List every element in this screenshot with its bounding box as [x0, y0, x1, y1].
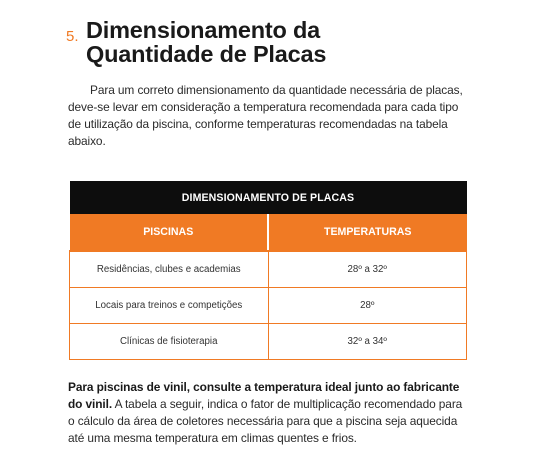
section-number: 5.: [66, 28, 79, 45]
table-row: [70, 288, 467, 324]
outro-text: A tabela a seguir, indica o fator de multiplicação recomendado para o cálculo da área de coletores necessária para que a piscina seja aquecida até uma mesma temperatura em climas quentes e frios.: [68, 397, 463, 445]
table-cell-temperature: 28º: [268, 288, 467, 324]
outro-paragraph: [68, 379, 470, 447]
table-row: [70, 324, 467, 360]
intro-paragraph: Para um correto dimensionamento da quantidade necessária de placas, deve-se levar em consideração a temperatura recomendada para cada tipo de utilização da piscina, conforme temperaturas recomendadas na tabela abaixo.: [68, 83, 463, 148]
vinyl-pool-note: Para piscinas de vinil, consulte a temperatura ideal junto ao fabricante do vinil.: [68, 380, 460, 411]
table-cell-temperature: 32º a 34º: [268, 324, 467, 360]
section-title-line-2: Quantidade de Placas: [86, 41, 327, 67]
table-cell-pool: Locais para treinos e competições: [70, 288, 269, 324]
section-title-line-1: Dimensionamento da: [86, 17, 321, 43]
table-title: DIMENSIONAMENTO DE PLACAS: [70, 181, 467, 214]
table-row: [70, 251, 467, 288]
table-cell-pool: Residências, clubes e academias: [70, 251, 269, 288]
section-heading: [66, 18, 326, 66]
column-header-temperatures: TEMPERATURAS: [268, 214, 467, 251]
column-header-pools: PISCINAS: [70, 214, 269, 251]
plates-sizing-table: [69, 181, 467, 360]
table-cell-temperature: 28º a 32º: [268, 251, 467, 288]
table-cell-pool: Clínicas de fisioterapia: [70, 324, 269, 360]
